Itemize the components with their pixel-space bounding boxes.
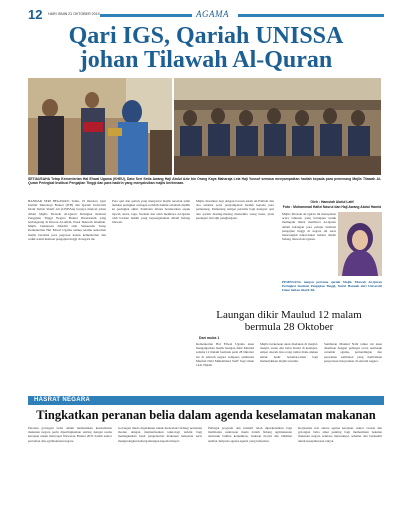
section-bar-label: HASRAT NEGARA: [34, 397, 91, 403]
photo-qariah-portrait: [338, 212, 382, 276]
photo-prize-presentation: [28, 78, 172, 175]
article3-column-1: Peranan golongan belia dalam memastikan keselamatan makanan negara perlu dipertingkatkan seiring dengan usaha kerajaan untuk mencapai Wawasan Brunei 2035 dalam sektor pertanian dan agrimakanan negara.: [28, 426, 112, 443]
audience-image: [174, 78, 381, 175]
article1-column-1: BANDAR SERI BEGAWAN, Sabtu, 19 Oktober. Qari Institut Teknologi Brunei (ITB) dan Qariah Universiti Islam Sultan Sharif Ali (UNISSA) berjaya muncul johan dalam Majlis Tilawah Al-Quran Peringkat Institusi Pengajian Tinggi Negara Brunei Darussalam yang berlangsung di Dewan Al-Afiah, Pusat Dakwah Islamiah. Majlis berkenaan dihadiri oleh Setiausaha Tetap Kementerian Hal Ehwal Ugama selaku tetamu kehormat majlis bersama para pegawai kanan kementerian dan wakil-wakil institusi pengajian tinggi di negara ini.: [28, 199, 106, 241]
section-name: AGAMA: [196, 9, 229, 19]
photo-audience: [174, 78, 381, 175]
byline-author: Oleh : Hamsiah Abdul Latif: [310, 200, 354, 204]
article3-column-2: Golongan muda digalakkan untuk menceburi bidang pertanian moden dengan memanfaatkan teknologi terkini bagi meningkatkan hasil pengeluaran makanan tempatan serta mengurangkan kebergantungan kepada import.: [118, 426, 202, 443]
article2-dateline: Dari muka 1: [199, 336, 220, 340]
headline-line-1: Qari IGS, Qariah UNISSA: [68, 23, 344, 49]
page-header: [28, 8, 384, 24]
article2-column-2: Majlis berkenaan akan diadakan di masjid-masjid, surau dan balai ibadat di keempat-empat daerah dan orang ramai dialu-alukan untuk hadir beramai-ramai bagi memeriahkan majlis tersebut.: [260, 342, 318, 363]
article2-title-line-2: bermula 28 Oktober: [244, 321, 334, 333]
issue-date: HARI ISNIN 21 OKTOBER 2019: [48, 12, 100, 16]
header-rule-left: [100, 14, 192, 17]
article3-column-4: Kerjasama erat antara agensi kerajaan, sektor swasta dan golongan belia amat penting bagi memastikan bekalan makanan negara sentiasa mencukupi, selamat dan berkualiti untuk kesejahteraan rakyat.: [298, 426, 382, 443]
article3-column-3: Pelbagai program dan inisiatif telah diperkenalkan bagi membantu usahawan muda dalam bidang agrimakanan termasuk latihan kemahiran, bantuan modal dan khidmat nasihat daripada agensi-agensi yang berkaitan.: [208, 426, 292, 443]
article1-column-4: Majlis Tilawah Al-Quran ini merupakan acara tahunan yang bertujuan untuk memupuk minat membaca Al-Quran dalam kalangan para pelajar institusi pengajian tinggi di negara ini serta mencungkil bakat-bakat baharu dalam bidang tilawah Al-Quran.: [282, 212, 336, 242]
qariah-portrait-image: [338, 212, 382, 276]
headline-line-2: johan Tilawah Al-Quran: [79, 47, 333, 73]
main-headline: [28, 24, 384, 72]
article1-column-2: Para qari dan qariah yang menyertai majlis tersebut telah melalui peringkat saringan terlebih dahulu sebelum dipilih ke peringkat akhir. Penilaian dibuat berdasarkan aspek tajwid, suara, lagu, fasohah dan adab membaca Al-Quran oleh barisan hakim yang berpengalaman dalam bidang tilawah.: [112, 199, 190, 225]
page-number: 12: [28, 7, 43, 22]
article2-title-line-1: Laungan dikir Maulud 12 malam: [216, 309, 362, 321]
article2-headline: [196, 309, 382, 333]
portrait-caption: PEMENANG tempat pertama qariah Majlis Tilawah Al-Quran Peringkat Institusi Pengajian Tinggi, Nurul Hannah dari Universiti Islam Sultan Sharif Ali.: [282, 280, 382, 293]
main-photo-caption: SETIAUSAHA Tetap Kementerian Hal Ehwal Ugama (KHEU), Dato Seri Setia Awang Haji Abdul Aziz bin Orang Kaya Maharaja Lela Haji Yussof semasa menyampaikan hadiah kepada para pemenang Majlis Tilawah Al-Quran Peringkat Institusi Pengajian Tinggi dan para hadirin yang menyaksikan majlis berkenaan.: [28, 177, 381, 186]
article2-column-1: Kementerian Hal Ehwal Ugama akan menganjurkan majlis laungan dikir Maulud selama 12 malam bermula pada 28 Oktober ini di seluruh negara sempena sambutan Maulud Nabi Muhammad SAW bagi tahun 1441 Hijrah.: [196, 342, 254, 368]
header-rule-right: [238, 14, 384, 17]
section-bar: [28, 396, 384, 405]
prize-presentation-image: [28, 78, 172, 175]
article3-headline: Tingkatkan peranan belia dalam agenda keselamatan makanan: [36, 408, 376, 422]
article2-column-3: Sambutan Maulud Nabi tahun ini akan diserikan dengan pelbagai acara termasuk ceramah agama, pertandingan dan perarakan sambutan yang melibatkan penyertaan masyarakat di seluruh negara.: [324, 342, 382, 363]
byline: [282, 200, 382, 209]
article1-column-3: Majlis diserikan lagi dengan bacaan surah Al-Fatihah dan doa selamat serta penyampaian hadiah kepada para pemenang. Pemenang tempat pertama bagi kategori qari dan qariah masing-masing menerima wang tunai, piala pusingan dan sijil penghargaan.: [196, 199, 274, 220]
byline-photo: Foto : Mohammad Hafizi Nasrul dan Haji Awang Abdul Hamid: [282, 204, 382, 209]
